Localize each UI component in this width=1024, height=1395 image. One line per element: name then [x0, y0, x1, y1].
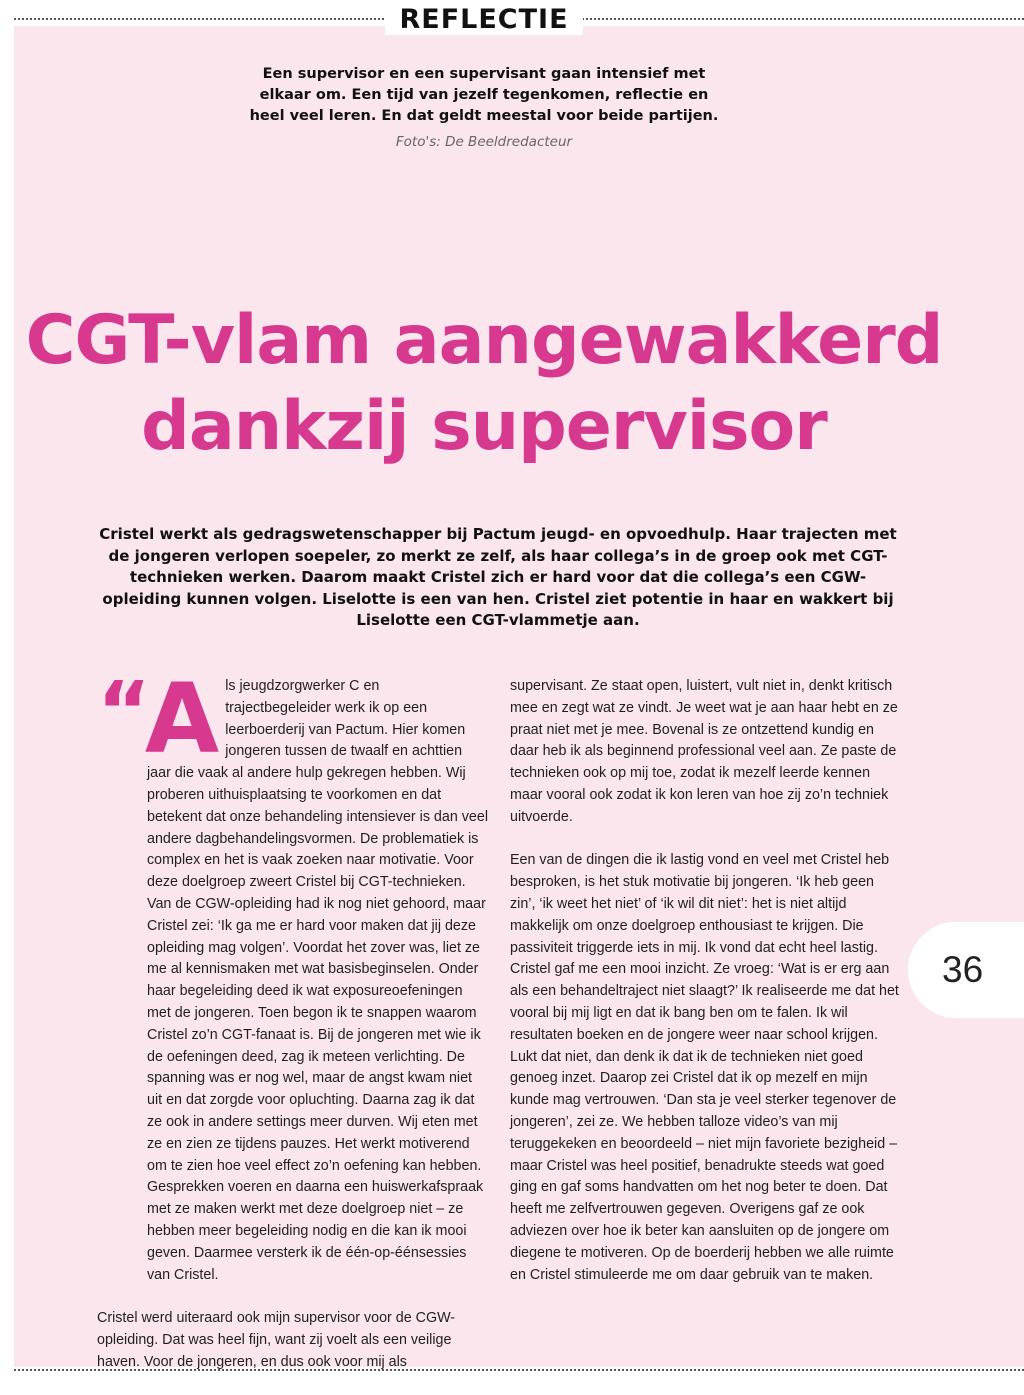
- intro-text: Een supervisor en een supervisant gaan intensief met elkaar om. Een tijd van jezelf tegenkomen, reflectie en heel veel leren. En dat geldt meestal voor beide partijen.: [249, 66, 719, 124]
- article-column-right: [510, 676, 903, 1308]
- page-number-tab: [908, 922, 1024, 1018]
- page-number: 36: [942, 949, 984, 990]
- headline-line-2: dankzij supervisor: [141, 387, 827, 466]
- headline: [0, 298, 968, 470]
- body-paragraph-3: supervisant. Ze staat open, luistert, vult niet in, denkt kritisch mee en zegt wat ze vindt. Je weet wat je aan haar hebt en ze praat niet met je mee. Bovenal is ze ontzettend kundig en daar heb ik als beginnend professional veel aan. Ze paste de technieken ook op mij toe, zodat ik mezelf leerde kennen maar vooral ook zodat ik kon leren van hoe zij zo’n techniek uitvoerde.: [510, 678, 898, 825]
- body-paragraph-2: Cristel werd uiteraard ook mijn supervisor voor de CGW-opleiding. Dat was heel fijn, want zij voelt als een veilige haven. Voor de jongeren, en dus ook voor mij als: [97, 1310, 456, 1370]
- dropcap-letter: A: [144, 663, 220, 775]
- lead-paragraph: Cristel werkt als gedragswetenschapper bij Pactum jeugd- en opvoedhulp. Haar trajecten met de jongeren verlopen soepeler, zo merkt ze zelf, als haar collega’s in de groep ook met CGT-technieken werken. Daarom maakt Cristel zich er hard voor dat die collega’s een CGW-opleiding kunnen volgen. Liselotte is een van hen. Cristel ziet potentie in haar en wakkert bij Liselotte een CGT-vlammetje aan.: [99, 525, 897, 629]
- section-label: REFLECTIE: [385, 4, 582, 35]
- headline-line-1: CGT-vlam aangewakkerd: [25, 301, 943, 380]
- dropcap: [97, 663, 220, 775]
- section-header: [0, 4, 968, 35]
- body-paragraph-4: Een van de dingen die ik lastig vond en veel met Cristel heb besproken, is het stuk motivatie bij jongeren. ‘Ik heb geen zin’, ‘ik weet het niet’ of ‘ik wil dit niet’: het is niet altijd makkelijk om onze doelgroep enthousiast te krijgen. Die passiviteit triggerde iets in mij. Ik vond dat echt heel lastig. Cristel gaf me een mooi inzicht. Ze vroeg: ‘Wat is er erg aan als een behandeltraject niet slaagt?’ Ik realiseerde me dat het vooral bij mij ligt en dat ik bang ben om te falen. Ik wil resultaten boeken en de jongere weer naar school krijgen. Lukt dat niet, dan denk ik dat ik de technieken niet goed genoeg inzet. Daarop zei Cristel dat ik op mezelf en mijn kunde mag vertrouwen. ‘Dan sta je veel sterker tegenover de jongeren’, zei ze. We hebben talloze video’s van mij teruggekeken en beoordeeld – niet mijn favoriete bezigheid – maar Cristel was heel positief, benadrukte steeds wat goed ging en gaf soms handvatten om het nog beter te doen. Dat heeft me zelfvertrouwen gegeven. Overigens gaf ze ook adviezen over hoe ik beter kan aansluiten op de jongere om diegene te motiveren. Op de boerderij hebben we alle ruimte en Cristel stimuleerde me om daar gebruik van te maken.: [510, 852, 899, 1283]
- article-column-left: [97, 663, 489, 1395]
- photo-credit: Foto's: De Beeldredacteur: [395, 134, 573, 150]
- body-paragraph-1-text: ls jeugdzorgwerker C en trajectbegeleider werk ik op een leerboerderij van Pactum. Hier komen jongeren tussen de twaalf en achttien jaar die vaak al andere hulp gekregen hebben. Wij proberen uithuisplaatsing te voorkomen en dat betekent dat onze behandeling intensiever is dan veel andere dagbehandelingsvormen. De problematiek is complex en het is vaak zoeken naar motivatie. Voor deze doelgroep zweert Cristel bij CGT-technieken. Van de CGW-opleiding had ik nog niet gehoord, maar Cristel zei: ‘Ik ga me er hard voor maken dat jij deze opleiding mag volgen’. Voordat het zover was, liet ze me al kennismaken met wat basisbeginselen. Onder haar begeleiding deed ik wat exposureoefeningen met de jongeren. Toen begon ik te snappen waarom Cristel zo’n CGT-fanaat is. Bij de jongeren met wie ik de oefeningen deed, zag ik meteen verlichting. De spanning was er nog wel, maar de angst kwam niet uit en dat zorgde voor opluchting. Daarna zag ik dat ze ook in andere settings meer durven. Wij eten met ze en zien ze tijdens pauzes. Het werkt motiverend om te zien hoe veel effect zo’n oefening kan hebben. Gesprekken voeren en daarna een huiswerkafspraak met ze maken werkt met deze doelgroep niet – ze hebben meer begeleiding nodig en die kan ik mooi geven. Daarmee versterk ik de één-op-éénsessies van Cristel.: [147, 678, 488, 1283]
- body-paragraph-1: [97, 663, 489, 1286]
- quote-mark-icon: “: [97, 665, 145, 760]
